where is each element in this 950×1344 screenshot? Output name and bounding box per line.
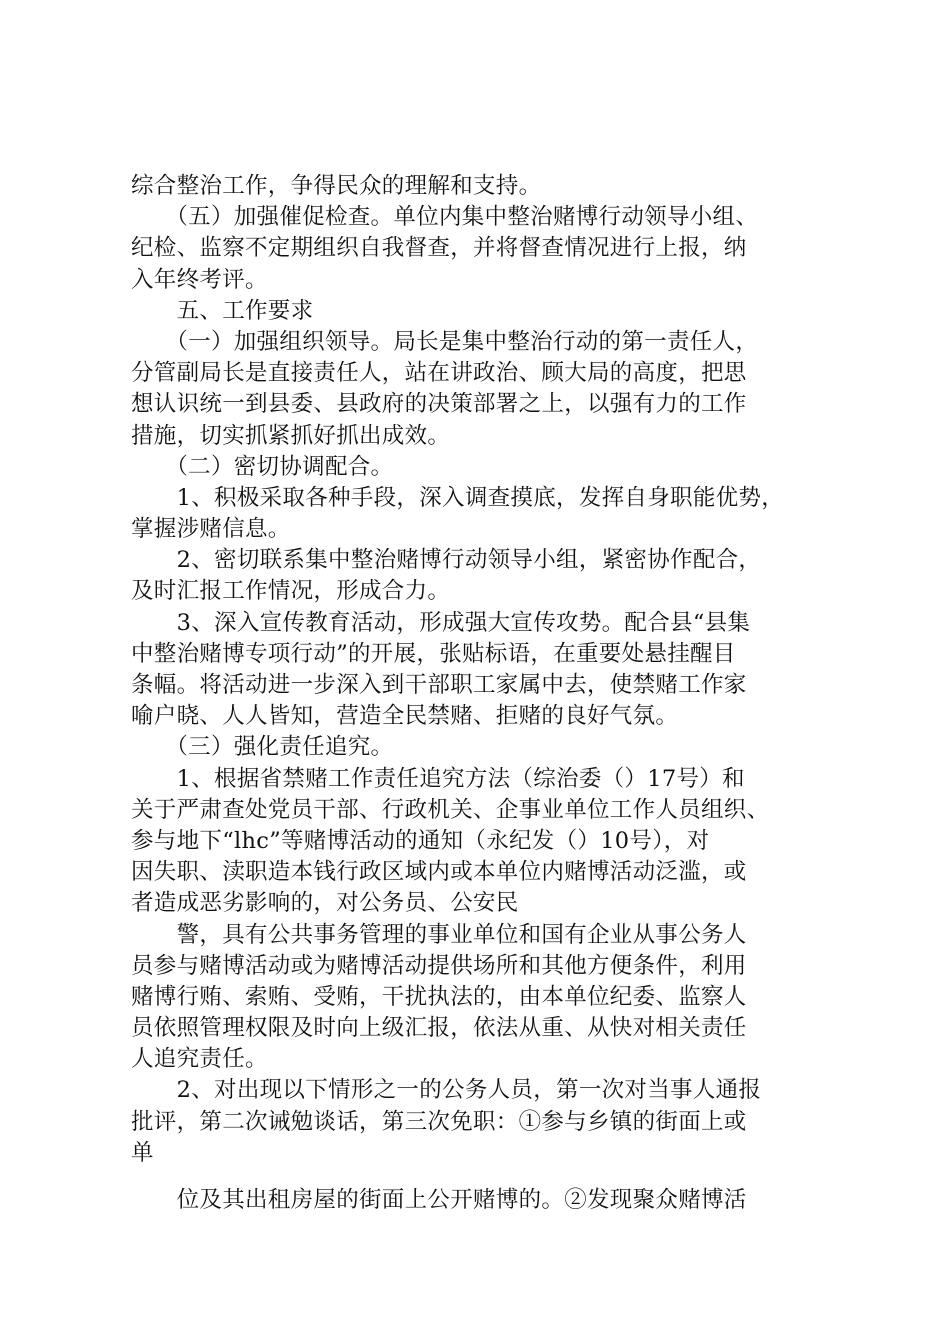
text-line: 中整治赌博专项行动”的开展，张贴标语，在重要处悬挂醒目 <box>131 640 736 667</box>
text-line: 喻户晓、人人皆知，营造全民禁赌、拒赌的良好气氛。 <box>131 703 679 730</box>
subsection-heading: （二）密切协调配合。 <box>131 453 394 480</box>
text-line: 综合整治工作，争得民众的理解和支持。 <box>131 173 542 199</box>
text-line: 想认识统一到县委、县政府的决策部署之上，以强有力的工作 <box>131 391 747 418</box>
text-line: 员依照管理权限及时向上级汇报，依法从重、从快对相关责任 <box>131 1015 747 1042</box>
text-line: 员参与赌博活动或为赌博活动提供场所和其他方便条件，利用 <box>131 952 747 979</box>
text-line: 及时汇报工作情况，形成合力。 <box>131 578 451 605</box>
text-line: 2、对出现以下情形之一的公务人员，第一次对当事人通报 <box>131 1077 762 1104</box>
text-line: 2、密切联系集中整治赌博行动领导小组，紧密协作配合， <box>131 547 762 574</box>
text-line: 单 <box>131 1139 154 1166</box>
text-line: 1、积极采取各种手段，深入调查摸底，发挥自身职能优势， <box>131 484 785 511</box>
text-line: 分管副局长是直接责任人，站在讲政治、顾大局的高度，把思 <box>131 360 747 387</box>
text-line: 3、深入宣传教育活动，形成强大宣传攻势。配合县“县集 <box>131 609 751 636</box>
text-line: （五）加强催促检查。单位内集中整治赌博行动领导小组、 <box>131 204 759 231</box>
text-line: 位及其出租房屋的街面上公开赌博的。②发现聚众赌博活 <box>131 1187 747 1213</box>
text-line: 人追究责任。 <box>131 1046 268 1073</box>
subsection-heading: （三）强化责任追究。 <box>131 734 394 761</box>
text-line: 措施，切实抓紧抓好抓出成效。 <box>131 422 451 449</box>
document-body <box>131 171 831 1216</box>
text-line: 条幅。将活动进一步深入到干部职工家属中去，使禁赌工作家 <box>131 672 747 698</box>
paragraph-gap <box>131 1169 831 1185</box>
section-heading: 五、工作要求 <box>131 297 314 324</box>
text-line: 参与地下“lhc”等赌博活动的通知（永纪发（）10号），对 <box>131 827 710 854</box>
text-line: 警，具有公共事务管理的事业单位和国有企业从事公务人 <box>131 921 747 948</box>
text-line: 掌握涉赌信息。 <box>131 516 291 543</box>
text-line: 入年终考评。 <box>131 266 268 293</box>
text-line: 者造成恶劣影响的，对公务员、公安民 <box>131 890 519 917</box>
text-line: 批评，第二次诫勉谈话，第三次免职：①参与乡镇的街面上或 <box>131 1108 747 1135</box>
text-line: 赌博行贿、索贿、受贿，干扰执法的，由本单位纪委、监察人 <box>131 983 747 1010</box>
text-line: 因失职、渎职造本钱行政区域内或本单位内赌博活动泛滥，或 <box>131 859 747 886</box>
text-line: 关于严肃查处党员干部、行政机关、企事业单位工作人员组织、 <box>131 796 770 823</box>
text-line: 纪检、监察不定期组织自我督查，并将督查情况进行上报，纳 <box>131 235 747 262</box>
text-line: （一）加强组织领导。局长是集中整治行动的第一责任人， <box>131 328 759 355</box>
text-line: 1、根据省禁赌工作责任追究方法（综治委（）17号）和 <box>131 765 745 792</box>
